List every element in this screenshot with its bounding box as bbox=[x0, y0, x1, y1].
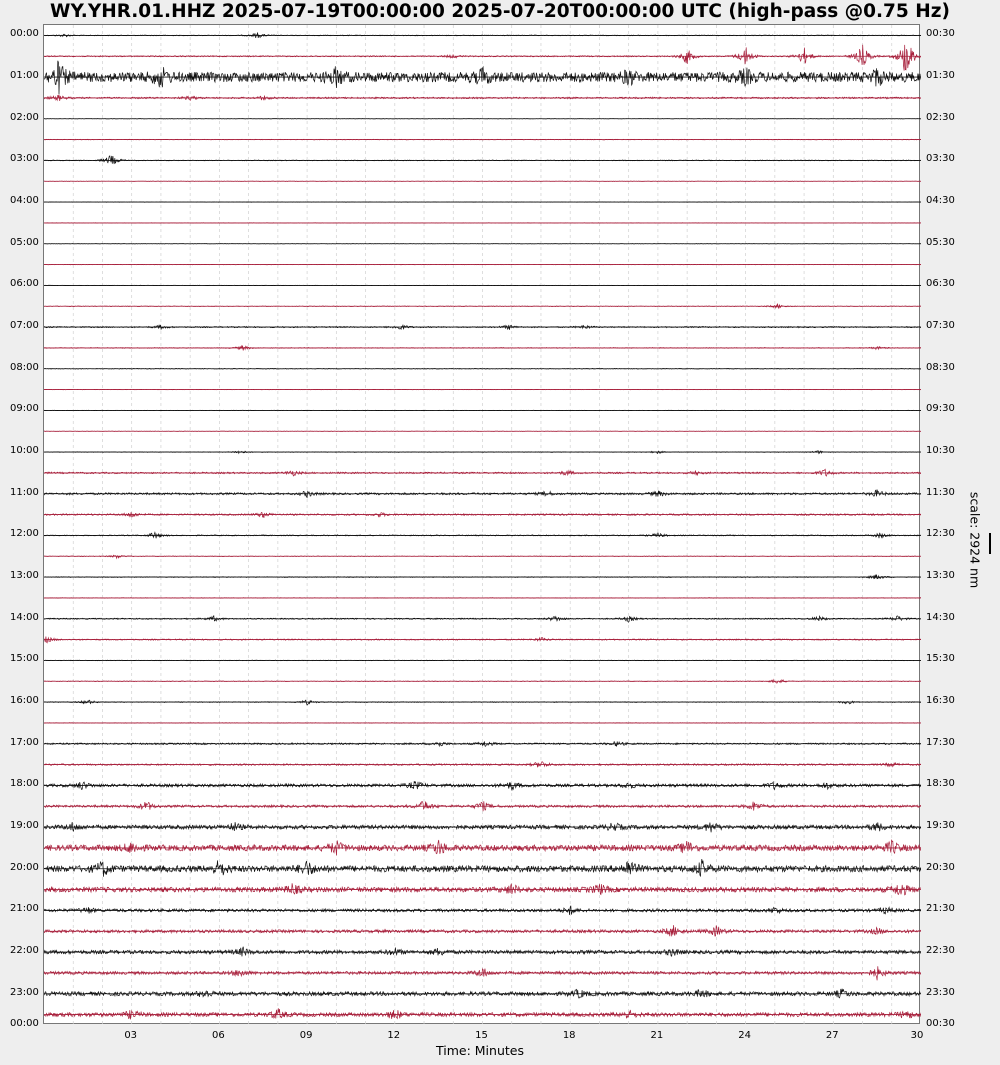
left-time-label: 00:00 bbox=[10, 1018, 39, 1029]
right-time-label: 22:30 bbox=[926, 945, 955, 957]
right-time-label: 06:30 bbox=[926, 278, 955, 290]
right-time-label: 18:30 bbox=[926, 778, 955, 790]
x-tick-label: 27 bbox=[825, 1030, 839, 1041]
trace-1830 bbox=[44, 801, 921, 811]
right-time-label: 05:30 bbox=[926, 236, 955, 248]
x-tick-label: 21 bbox=[650, 1030, 664, 1041]
chart-title: WY.YHR.01.HHZ 2025-07-19T00:00:00 2025-07-20T00:00:00 UTC (high-pass @0.75 Hz) bbox=[50, 1, 950, 22]
right-time-label: 13:30 bbox=[926, 570, 955, 582]
left-time-label: 13:00 bbox=[10, 570, 39, 582]
left-time-label: 16:00 bbox=[10, 695, 39, 707]
x-tick-label: 06 bbox=[212, 1030, 225, 1041]
left-time-label: 17:00 bbox=[10, 736, 39, 748]
right-time-label: 12:30 bbox=[926, 528, 955, 540]
x-tick-label: 09 bbox=[299, 1030, 313, 1041]
x-axis-label: Time: Minutes bbox=[436, 1043, 524, 1058]
right-time-label: 11:30 bbox=[926, 486, 955, 498]
right-time-label: 01:30 bbox=[926, 70, 955, 82]
left-time-label: 03:00 bbox=[10, 153, 39, 165]
x-tick-label: 15 bbox=[475, 1030, 488, 1041]
left-time-label: 05:00 bbox=[10, 236, 39, 248]
left-time-label: 21:00 bbox=[10, 903, 39, 915]
left-time-label: 12:00 bbox=[10, 528, 39, 540]
right-time-label: 00:30 bbox=[926, 1018, 955, 1029]
trace-1500 bbox=[44, 660, 921, 661]
right-time-label: 15:30 bbox=[926, 653, 955, 665]
trace-1730 bbox=[44, 762, 921, 768]
right-time-label: 00:30 bbox=[926, 28, 955, 40]
right-time-label: 03:30 bbox=[926, 153, 955, 165]
right-time-label: 17:30 bbox=[926, 736, 955, 748]
left-time-label: 15:00 bbox=[10, 653, 39, 665]
x-tick-label: 12 bbox=[387, 1030, 401, 1041]
left-time-label: 10:00 bbox=[10, 445, 39, 457]
left-time-label: 18:00 bbox=[10, 778, 39, 790]
left-time-label: 08:00 bbox=[10, 361, 39, 373]
x-tick-label: 18 bbox=[562, 1030, 576, 1041]
right-time-label: 07:30 bbox=[926, 320, 955, 332]
plot-area bbox=[43, 24, 920, 1024]
left-time-label: 20:00 bbox=[10, 861, 39, 873]
left-time-label: 07:00 bbox=[10, 320, 39, 332]
left-time-label: 11:00 bbox=[10, 486, 39, 498]
trace-1700 bbox=[44, 741, 921, 746]
right-time-label: 09:30 bbox=[926, 403, 955, 415]
right-time-label: 20:30 bbox=[926, 861, 955, 873]
seismogram-traces bbox=[44, 25, 921, 1025]
right-time-label: 04:30 bbox=[926, 195, 955, 207]
left-time-label: 01:00 bbox=[10, 70, 39, 82]
right-time-label: 14:30 bbox=[926, 611, 955, 623]
left-time-label: 00:00 bbox=[10, 28, 39, 40]
left-time-label: 23:00 bbox=[10, 986, 39, 998]
right-time-label: 16:30 bbox=[926, 695, 955, 707]
right-time-label: 21:30 bbox=[926, 903, 955, 915]
right-time-label: 08:30 bbox=[926, 361, 955, 373]
scale-bar bbox=[989, 533, 991, 554]
right-time-label: 19:30 bbox=[926, 820, 955, 832]
left-time-label: 22:00 bbox=[10, 945, 39, 957]
left-time-label: 04:00 bbox=[10, 195, 39, 207]
scale-label: scale: 2924 nm bbox=[967, 491, 983, 589]
x-tick-label: 24 bbox=[738, 1030, 751, 1041]
left-time-label: 02:00 bbox=[10, 111, 39, 123]
right-time-label: 23:30 bbox=[926, 986, 955, 998]
x-tick-label: 03 bbox=[124, 1030, 138, 1041]
right-time-label: 10:30 bbox=[926, 445, 955, 457]
left-time-label: 14:00 bbox=[10, 611, 39, 623]
left-time-label: 09:00 bbox=[10, 403, 39, 415]
left-time-label: 06:00 bbox=[10, 278, 39, 290]
trace-0130 bbox=[44, 95, 921, 101]
left-time-label: 19:00 bbox=[10, 820, 39, 832]
x-tick-label: 30 bbox=[910, 1030, 924, 1041]
right-time-label: 02:30 bbox=[926, 111, 955, 123]
